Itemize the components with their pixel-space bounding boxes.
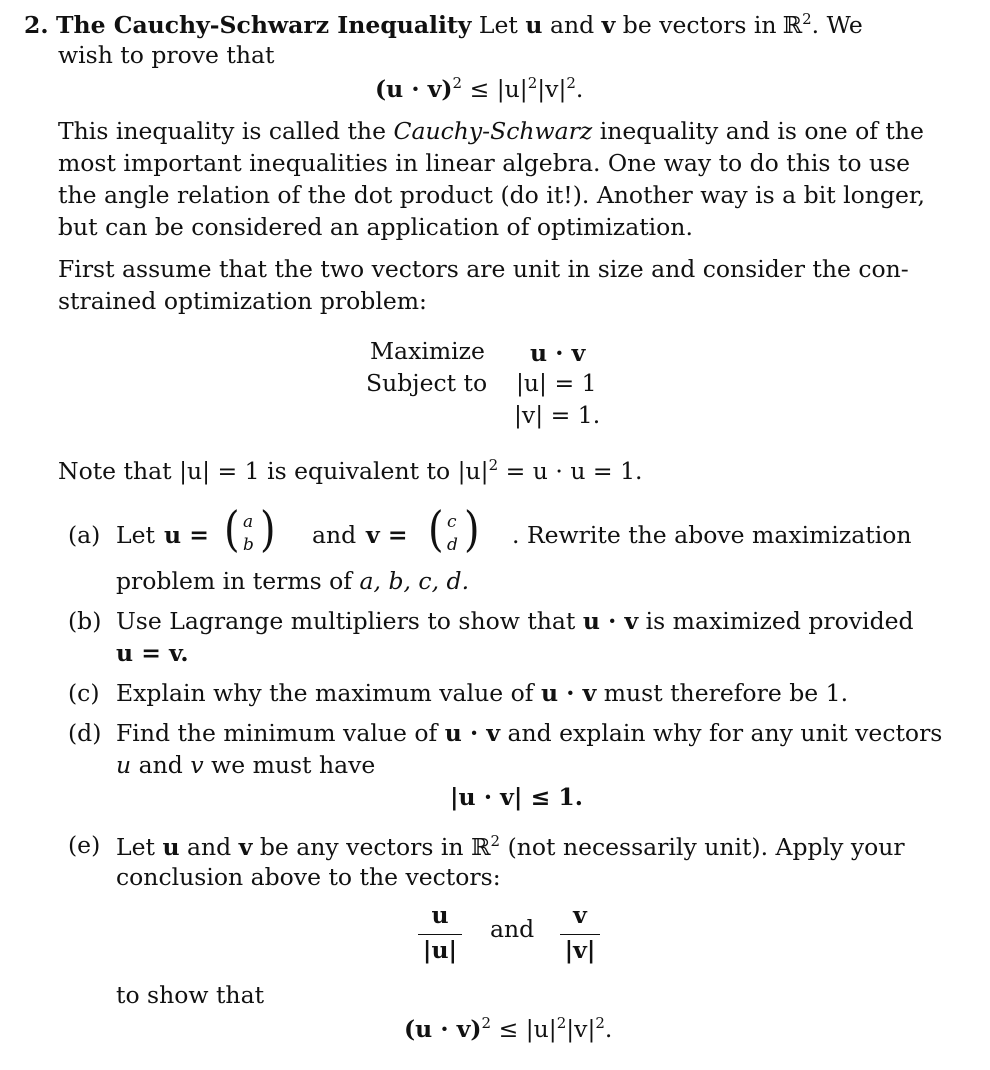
final-inequality (404, 1016, 612, 1042)
vector-entry: b (243, 535, 254, 555)
main-inequality (375, 76, 583, 102)
part-a-let: Let (116, 521, 155, 549)
fraction-numerator: u (431, 901, 449, 929)
part-a-ueq: u = (164, 521, 209, 549)
part-text: must therefore be 1. (603, 679, 849, 707)
right-paren: ) (464, 502, 480, 558)
part-text: Use Lagrange multipliers to show that (116, 607, 576, 635)
part-a-label: (a) (68, 521, 101, 549)
part-d-label: (d) (68, 719, 102, 747)
ineq-lhs: (u · v) (375, 75, 453, 103)
superscript: 2 (566, 74, 576, 92)
note-math: |u| = 1 (179, 457, 260, 485)
ineq-mid: |v| (537, 75, 567, 103)
note-text: Note that (58, 457, 172, 485)
opt-constraint-1: |u| = 1 (516, 369, 597, 397)
part-b-line2: u = v. (116, 639, 189, 667)
part-text: Find the minimum value of (116, 719, 438, 747)
part-d-line2 (116, 751, 376, 779)
left-paren: ( (224, 502, 240, 558)
part-var: u (116, 751, 132, 779)
problem-title: The Cauchy-Schwarz Inequality (56, 11, 472, 39)
note-math: = u · u = 1. (505, 457, 643, 485)
fraction-v-over-norm-v (560, 901, 600, 964)
part-text: problem in terms of (116, 567, 353, 595)
part-b-line1 (116, 607, 914, 635)
part-text: Let (116, 833, 155, 861)
part-e-label: (e) (68, 831, 101, 859)
part-c-line (116, 679, 849, 707)
note-text: is equivalent to (267, 457, 451, 485)
part-a-veq: v = (366, 521, 408, 549)
ineq-end: . (575, 75, 584, 103)
header-text: . We (811, 11, 863, 39)
part-vars: a, b, c, d. (359, 567, 470, 595)
part-d-inequality: |u · v| ≤ 1. (450, 783, 583, 811)
superscript: 2 (595, 1014, 605, 1032)
part-e-line1 (116, 834, 905, 860)
part-e-show: to show that (116, 981, 265, 1009)
column-vector-cd (428, 502, 480, 564)
vector-entry: d (447, 535, 458, 555)
superscript: 2 (802, 10, 812, 28)
part-c-label: (c) (68, 679, 100, 707)
vector-entry: c (447, 512, 457, 532)
part-math: v (238, 833, 253, 861)
superscript: 2 (490, 832, 501, 850)
part-math: u · v (444, 719, 500, 747)
para1-line4: but can be considered an application of optimization. (58, 213, 693, 241)
fraction-denominator: |v| (564, 935, 596, 964)
superscript: 2 (527, 74, 538, 92)
fraction-and: and (490, 915, 535, 943)
real-space (783, 11, 812, 39)
part-text: (not necessarily unit). Apply your (507, 833, 905, 861)
vector-entry: a (243, 512, 254, 532)
cauchy-schwarz-term: Cauchy-Schwarz (393, 117, 593, 145)
ineq-end: . (604, 1015, 613, 1043)
part-d-line1 (116, 719, 943, 747)
fraction-bar (418, 934, 462, 935)
ineq-lhs: (u · v) (404, 1015, 482, 1043)
reals-symbol: ℝ (782, 11, 803, 39)
part-math: u · v (540, 679, 597, 707)
opt-subject-label: Subject to (366, 369, 488, 397)
para2-line2: strained optimization problem: (58, 287, 427, 315)
header-text: Let (478, 11, 518, 39)
part-math: u · v (582, 607, 639, 635)
problem-number: 2. (24, 11, 49, 39)
para-text: This inequality is called the (58, 117, 386, 145)
fraction-u-over-norm-u (418, 901, 462, 964)
para1-line1 (58, 117, 924, 145)
part-text: Explain why the maximum value of (116, 679, 534, 707)
para-text: inequality and is one of the (599, 117, 924, 145)
part-text: be any vectors in (259, 833, 464, 861)
part-text: and (138, 751, 183, 779)
header-text: and (549, 11, 595, 39)
header-line2: wish to prove that (58, 41, 275, 69)
ineq-rhs: ≤ |u| (498, 1015, 557, 1043)
part-math: u (162, 833, 180, 861)
part-a-rest: . Rewrite the above maximization (512, 521, 912, 549)
superscript: 2 (556, 1014, 567, 1032)
opt-maximize-label: Maximize (370, 337, 485, 365)
ineq-mid: |v| (566, 1015, 596, 1043)
header-text: be vectors in (622, 11, 777, 39)
note-math: |u| (457, 457, 489, 485)
problem-header (24, 12, 906, 38)
part-text: and explain why for any unit vectors (507, 719, 943, 747)
fraction-numerator: v (573, 901, 587, 929)
part-text: is maximized provided (645, 607, 914, 635)
part-b-label: (b) (68, 607, 102, 635)
note-line (58, 458, 643, 484)
real-space (471, 833, 500, 861)
superscript: 2 (481, 1014, 492, 1032)
superscript: 2 (452, 74, 463, 92)
para2-line1: First assume that the two vectors are unit in size and consider the con- (58, 255, 909, 283)
part-e-line2: conclusion above to the vectors: (116, 863, 501, 891)
part-text: and (187, 833, 232, 861)
para1-line2: most important inequalities in linear algebra. One way to do this to use (58, 149, 911, 177)
part-a-and: and (312, 521, 357, 549)
reals-symbol: ℝ (471, 833, 491, 861)
para1-line3: the angle relation of the dot product (do it!). Another way is a bit longer, (58, 181, 925, 209)
superscript: 2 (488, 456, 499, 474)
fraction-denominator: |u| (422, 935, 458, 964)
part-text: we must have (211, 751, 376, 779)
right-paren: ) (260, 502, 276, 558)
fraction-bar (560, 934, 600, 935)
vector-u: u (525, 11, 543, 39)
part-a-line2 (116, 567, 470, 595)
part-var: v (190, 751, 204, 779)
vector-v: v (601, 11, 616, 39)
opt-constraint-2: |v| = 1. (514, 401, 601, 429)
opt-objective: u · v (530, 339, 586, 367)
ineq-rhs: ≤ |u| (469, 75, 528, 103)
left-paren: ( (428, 502, 444, 558)
column-vector-ab (224, 502, 276, 564)
